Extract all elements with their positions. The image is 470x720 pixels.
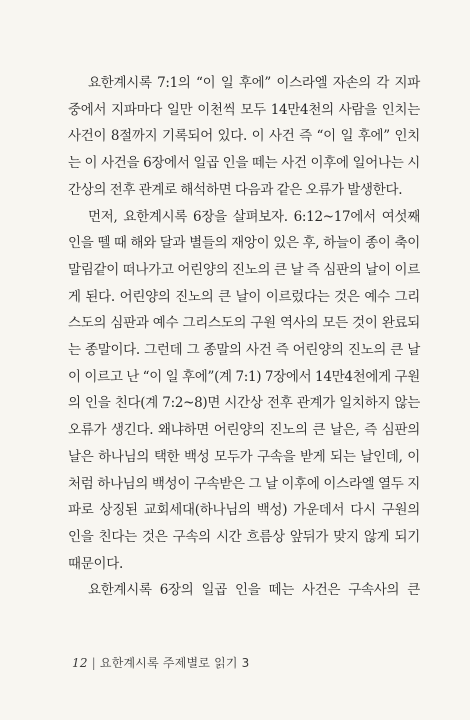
page-number: 12 [72,656,88,670]
page-footer [72,654,250,671]
page-body [68,70,420,604]
paragraph-3: 요한계시록 6장의 일곱 인을 떼는 사건은 구속사의 큰 [88,582,420,599]
paragraph-2: 먼저, 요한계시록 6장을 살펴보자. 6:12~17에서 여섯째 인을 뗄 때 해와 달과 별들의 재앙이 있은 후, 하늘이 종이 축이 말림같이 떠나가고 어린양의 진노의 큰 날 즉 심판의 날이 이르게 된다. 어린양의 진노의 큰 날이 이르렀다는 것은 예수 그리스도의 심판과 예수 그리스도의 구원 역사의 모든 것이 완료되는 종말이다. 그런데 그 종말의 사건 즉 어린양의 진노의 큰 날이 이르고 난 “이 일 후에”(계 7:1) 7장에서 14만4천에게 구원의 인을 친다(계 7:2~8)면 시간상 전후 관계가 일치하지 않는 오류가 생긴다. 왜냐하면 어린양의 진노의 큰 날은, 즉 심판의 날은 하나님의 택한 백성 모두가 구속을 받게 되는 날인데, 이처럼 하나님의 백성이 구속받은 그 날 이후에 이스라엘 열두 지파로 상징된 교회세대(하나님의 백성) 가운데서 다시 구원의 인을 친다는 것은 구속의 시간 흐름상 앞뒤가 맞지 않게 되기 때문이다. [68,208,420,572]
paragraph-1: 요한계시록 7:1의 “이 일 후에” 이스라엘 자손의 각 지파 중에서 지파마다 일만 이천씩 모두 14만4천의 사람을 인치는 사건이 8절까지 기록되어 있다. 이 사건 즉 “이 일 후에” 인치는 이 사건을 6장에서 일곱 인을 떼는 사건 이후에 일어나는 시간상의 전후 관계로 해석하면 다음과 같은 오류가 발생한다. [68,75,420,198]
footer-separator: | [91,656,96,670]
running-title: 요한계시록 주제별로 읽기 3 [99,656,250,670]
